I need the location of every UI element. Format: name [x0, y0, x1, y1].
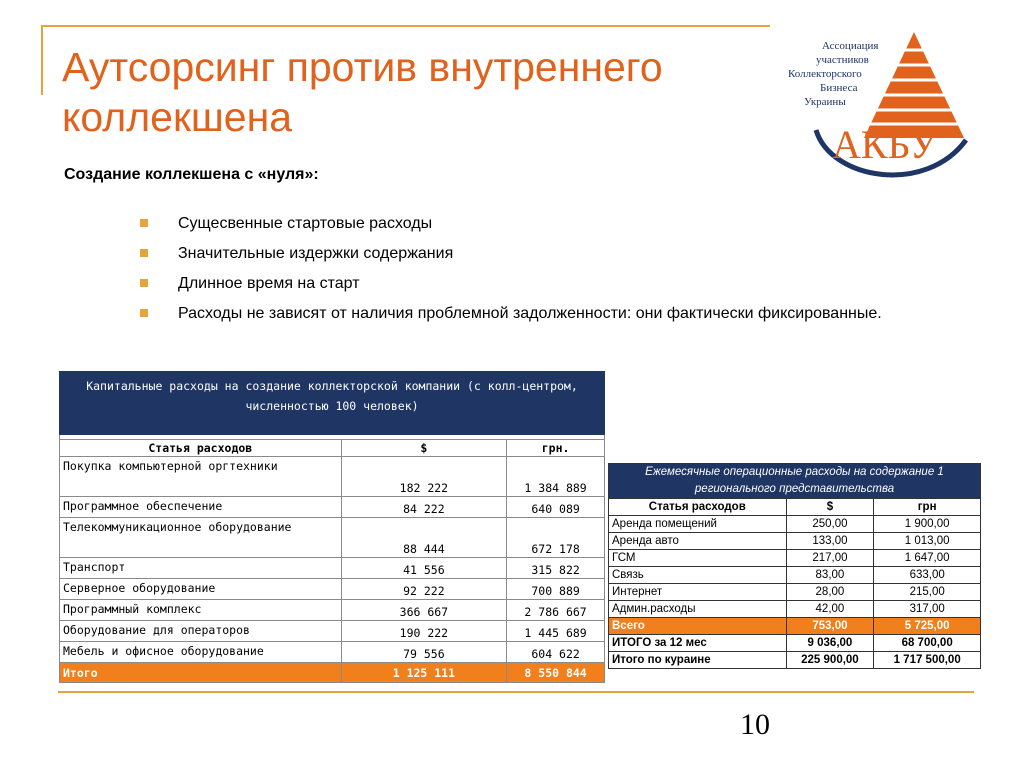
table-row: Серверное оборудование 92 222 700 889	[60, 579, 605, 600]
capital-table-title: Капитальные расходы на создание коллекторской компании (с колл-центром, численностью 100 человек)	[60, 372, 605, 435]
table-row: Мебель и офисное оборудование 79 556 604 622	[60, 642, 605, 663]
table-row: Админ.расходы 42,00 317,00	[609, 601, 981, 618]
yearly-total-row: ИТОГО за 12 мес 9 036,00 68 700,00	[609, 635, 981, 652]
logo-text-1: Ассоциация	[822, 40, 879, 52]
logo-text-3: Коллекторского	[788, 68, 862, 80]
table-row: Интернет 28,00 215,00	[609, 584, 981, 601]
logo-text-5: Украины	[804, 96, 846, 108]
table-row: Связь 83,00 633,00	[609, 567, 981, 584]
bullet-square-icon	[140, 279, 148, 287]
monthly-table-header: Статья расходов $ грн	[609, 499, 981, 516]
slide-title	[62, 42, 782, 142]
akbu-logo	[776, 20, 972, 188]
logo-text-4: Бизнеса	[820, 82, 858, 94]
capital-total-row: Итого 1 125 111 8 550 844	[60, 663, 605, 683]
bullet-item: Расходы не зависят от наличия проблемной задолженности: они фактически фиксированные.	[140, 304, 900, 324]
ukraine-total-row: Итого по кураине 225 900,00 1 717 500,00	[609, 652, 981, 669]
table-row: Аренда помещений 250,00 1 900,00	[609, 516, 981, 533]
table-row: Аренда авто 133,00 1 013,00	[609, 533, 981, 550]
bullet-square-icon	[140, 249, 148, 257]
title-line-2: коллекшена	[62, 94, 293, 140]
table-row: Программный комплекс 366 667 2 786 667	[60, 600, 605, 621]
logo-abbr: АКБУ	[832, 122, 938, 167]
bullet-square-icon	[140, 309, 148, 317]
capital-expenses-table	[59, 371, 605, 683]
page-number: 10	[740, 708, 770, 741]
bullet-item: Сущесвенные стартовые расходы	[140, 214, 900, 234]
capital-table-header: Статья расходов $ грн.	[60, 440, 605, 457]
footer-divider	[58, 691, 974, 693]
monthly-total-row: Всего 753,00 5 725,00	[609, 618, 981, 635]
table-row: Оборудование для операторов 190 222 1 445 689	[60, 621, 605, 642]
bullet-item: Значительные издержки содержания	[140, 244, 900, 264]
frame-top-line	[41, 25, 770, 27]
table-row: Телекоммуникационное оборудование 88 444 672 178	[60, 518, 605, 558]
monthly-expenses-table	[608, 463, 981, 669]
logo-text-2: участников	[816, 54, 869, 66]
monthly-table-title: Ежемесячные операционные расходы на содержание 1 регионального представительства	[609, 464, 981, 499]
bullet-square-icon	[140, 219, 148, 227]
table-row: Программное обеспечение 84 222 640 089	[60, 497, 605, 518]
table-row: Покупка компьютерной оргтехники 182 222 1 384 889	[60, 457, 605, 497]
title-line-1: Аутсорсинг против внутреннего	[62, 44, 663, 90]
subtitle: Создание коллекшена с «нуля»:	[64, 166, 319, 183]
table-row: ГСМ 217,00 1 647,00	[609, 550, 981, 567]
frame-left-line	[41, 25, 43, 95]
table-row: Транспорт 41 556 315 822	[60, 558, 605, 579]
bullet-item: Длинное время на старт	[140, 274, 900, 294]
bullet-list	[140, 214, 900, 334]
